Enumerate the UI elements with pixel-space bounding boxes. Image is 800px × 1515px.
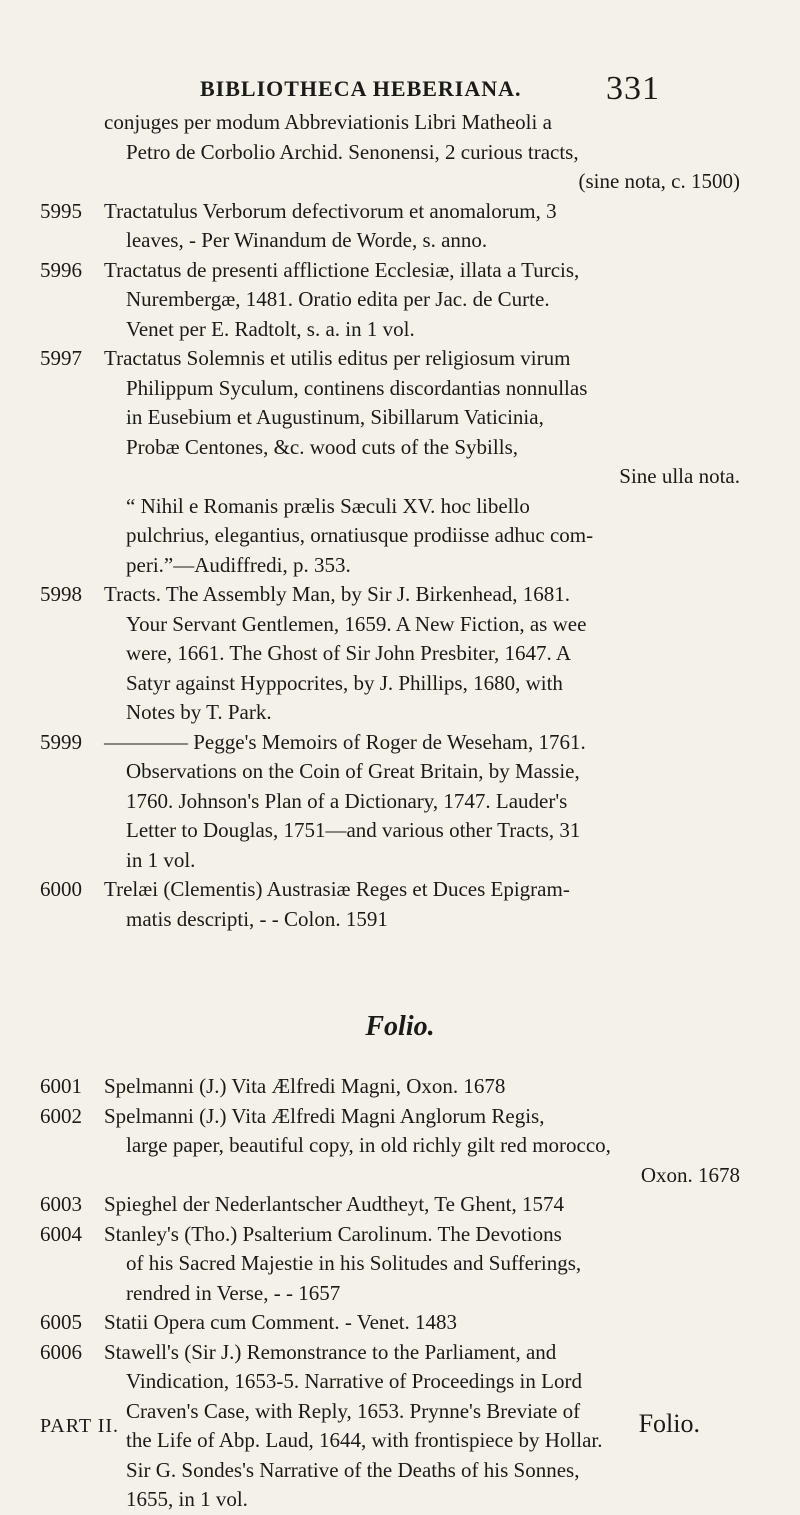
entry-line: 1655, in 1 vol.	[126, 1487, 248, 1511]
catalogue-entry	[40, 580, 740, 728]
entry-line: Tractatulus Verborum defectivorum et anomalorum, 3	[104, 198, 557, 223]
entry-line: Sir G. Sondes's Narrative of the Deaths of his Sonnes,	[126, 1457, 580, 1482]
entry-line: in 1 vol.	[126, 847, 196, 872]
entry-line: Stanley's (Tho.) Psalterium Carolinum. The Devotions	[104, 1221, 562, 1246]
catalogue-entry	[40, 1102, 740, 1191]
entry-line: peri.”—Audiffredi, p. 353.	[126, 552, 351, 577]
entry-line: Letter to Douglas, 1751—and various other Tracts, 31	[126, 818, 581, 842]
lot-number: 5997	[40, 346, 82, 370]
entry-line: Notes by T. Park.	[126, 700, 272, 724]
entry-line: Stawell's (Sir J.) Remonstrance to the Parliament, and	[104, 1339, 557, 1364]
lot-number: 5999	[40, 729, 82, 754]
entry-line: were, 1661. The Ghost of Sir John Presbiter, 1647. A	[126, 641, 571, 665]
entry-line: Tractatus de presenti afflictione Ecclesiæ, illata a Turcis,	[104, 257, 580, 282]
entry-line: Sine ulla nota.	[619, 464, 740, 488]
entry-line: Venet per E. Radtolt, s. a. in 1 vol.	[126, 316, 415, 341]
catalogue-entry	[40, 1308, 740, 1338]
catalogue-entry	[40, 108, 740, 197]
lot-number: 5998	[40, 582, 82, 606]
lot-number: 6005	[40, 1310, 82, 1334]
entry-line: Spelmanni (J.) Vita Ælfredi Magni, Oxon. 1678	[104, 1074, 506, 1098]
entry-line: Petro de Corbolio Archid. Senonensi, 2 curious tracts,	[126, 139, 579, 164]
catalogue-entries-quarto	[40, 108, 740, 934]
lot-number: 6001	[40, 1074, 82, 1098]
entry-line: matis descripti, - - Colon. 1591	[126, 906, 388, 931]
entry-line: the Life of Abp. Laud, 1644, with frontispiece by Hollar.	[126, 1428, 603, 1452]
lot-number: 6000	[40, 877, 82, 901]
entry-line: Spieghel der Nederlantscher Audtheyt, Te Ghent, 1574	[104, 1192, 565, 1216]
running-title: BIBLIOTHECA HEBERIANA.	[200, 76, 522, 101]
entry-line: conjuges per modum Abbreviationis Libri Matheoli a	[104, 110, 552, 134]
entry-line: of his Sacred Majestie in his Solitudes and Sufferings,	[126, 1251, 582, 1275]
part-marker: PART II.	[40, 1415, 120, 1437]
entry-line: Oxon. 1678	[640, 1162, 740, 1187]
page-number: 331	[606, 70, 660, 107]
catalogue-entries-folio	[40, 1072, 740, 1515]
entry-line: ———— Pegge's Memoirs of Roger de Weseham, 1761.	[104, 729, 586, 754]
section-heading-folio: Folio.	[365, 1011, 435, 1042]
catalogue-entry	[40, 1338, 740, 1515]
entry-line: rendred in Verse, - - 1657	[126, 1280, 341, 1305]
catalogue-entry	[40, 256, 740, 345]
entry-line: “ Nihil e Romanis prælis Sæculi XV. hoc libello	[126, 493, 530, 518]
entry-line: Craven's Case, with Reply, 1653. Prynne's Breviate of	[126, 1398, 581, 1423]
entry-line: Trelæi (Clementis) Austrasiæ Reges et Duces Epigram-	[104, 877, 570, 901]
entry-line: Probæ Centones, &c. wood cuts of the Sybills,	[126, 434, 518, 459]
lot-number: 6004	[40, 1221, 82, 1246]
catalogue-entry	[40, 197, 740, 256]
entry-line: in Eusebium et Augustinum, Sibillarum Vaticinia,	[126, 405, 544, 429]
entry-line: Nurembergæ, 1481. Oratio edita per Jac. de Curte.	[126, 287, 550, 311]
lot-number: 5995	[40, 198, 82, 223]
entry-line: (sine nota, c. 1500)	[578, 169, 740, 193]
catalogue-entry	[40, 344, 740, 580]
entry-line: Tractatus Solemnis et utilis editus per religiosum virum	[104, 346, 571, 370]
entry-line: Vindication, 1653-5. Narrative of Proceedings in Lord	[126, 1369, 582, 1393]
entry-line: Spelmanni (J.) Vita Ælfredi Magni Anglorum Regis,	[104, 1103, 545, 1128]
entry-line: 1760. Johnson's Plan of a Dictionary, 1747. Lauder's	[126, 788, 568, 813]
entry-line: Your Servant Gentlemen, 1659. A New Fiction, as wee	[126, 611, 587, 636]
entry-line: Tracts. The Assembly Man, by Sir J. Birkenhead, 1681.	[104, 582, 571, 606]
catalogue-entry	[40, 1220, 740, 1309]
entry-line: Observations on the Coin of Great Britain, by Massie,	[126, 759, 580, 783]
entry-line: Satyr against Hyppocrites, by J. Phillips, 1680, with	[126, 670, 563, 695]
lot-number: 6002	[40, 1103, 82, 1128]
entry-line: Philippum Syculum, continens discordantias nonnullas	[126, 375, 588, 400]
entry-line: leaves, - Per Winandum de Worde, s. anno.	[126, 228, 488, 252]
catalogue-entry	[40, 728, 740, 876]
lot-number: 6003	[40, 1192, 82, 1216]
lot-number: 5996	[40, 257, 82, 282]
entry-line: pulchrius, elegantius, ornatiusque prodiisse adhuc com-	[126, 523, 594, 547]
catalogue-entry	[40, 1072, 740, 1102]
entry-line: large paper, beautiful copy, in old richly gilt red morocco,	[126, 1133, 611, 1157]
entry-line: Statii Opera cum Comment. - Venet. 1483	[104, 1310, 458, 1334]
lot-number: 6006	[40, 1339, 82, 1364]
catalogue-entry	[40, 875, 740, 934]
catalogue-entry	[40, 1190, 740, 1220]
signature-mark: Folio.	[638, 1409, 700, 1438]
